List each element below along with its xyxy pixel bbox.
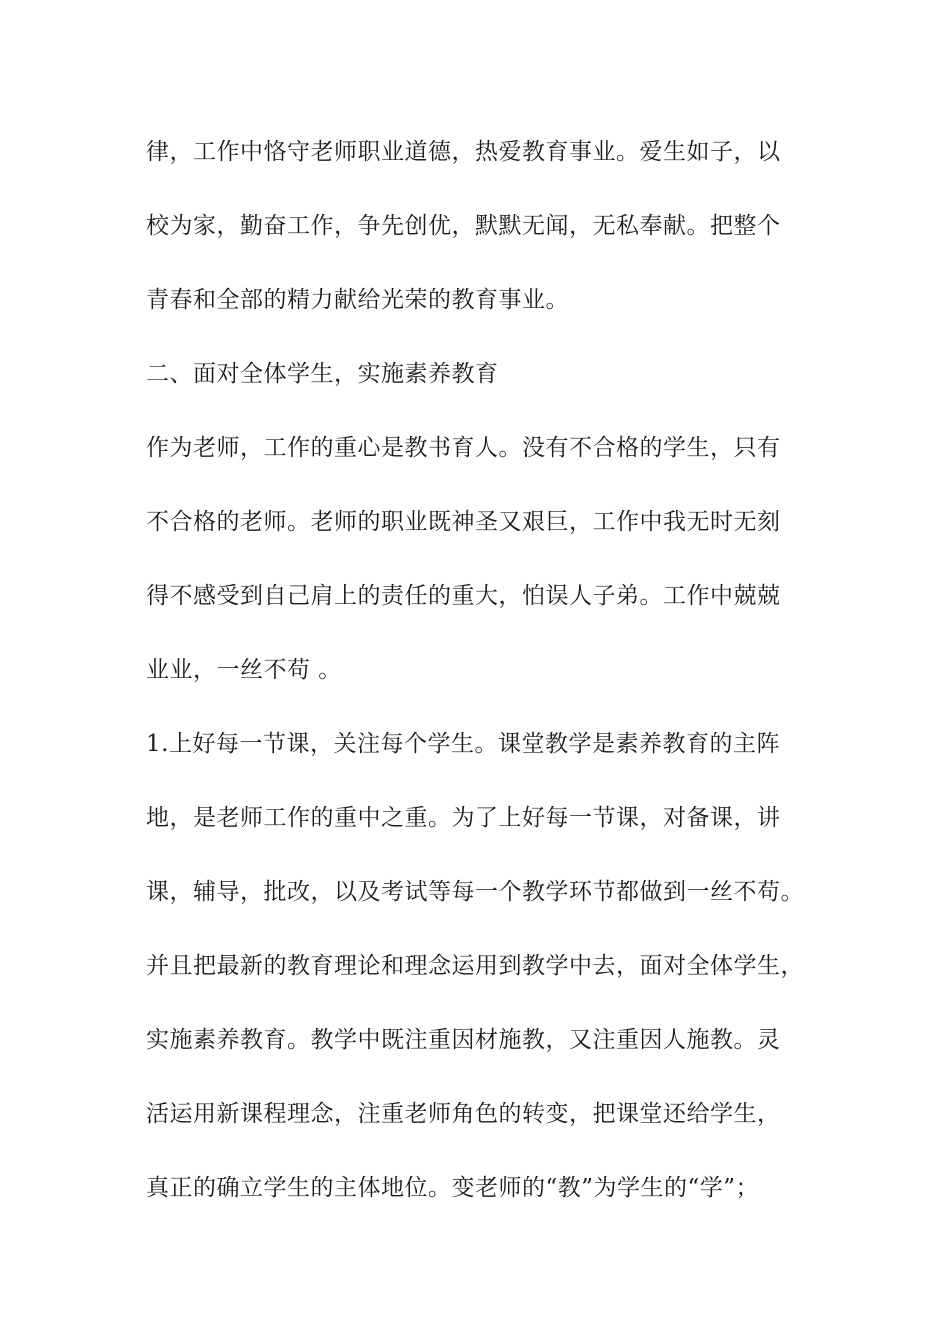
text-line-5: 作为老师，工作的重心是教书育人。没有不合格的学生，只有 [146,435,781,461]
text-line-2: 校为家，勤奋工作，争先创优，默默无闻，无私奉献。把整个 [146,213,781,239]
text-line-6: 不合格的老师。老师的职业既神圣又艰巨，工作中我无时无刻 [146,509,781,535]
text-line-13: 实施素养教育。教学中既注重因材施教，又注重因人施教。灵 [146,1027,781,1053]
text-line-1: 律，工作中恪守老师职业道德，热爱教育事业。爱生如子，以 [146,139,781,165]
text-line-10: 地，是老师工作的重中之重。为了上好每一节课，对备课，讲 [146,805,781,831]
text-line-12: 并且把最新的教育理论和理念运用到教学中去，面对全体学生， [146,953,804,979]
text-line-14: 活运用新课程理念，注重老师角色的转变，把课堂还给学生， [146,1101,781,1127]
text-line-3: 青春和全部的精力献给光荣的教育事业。 [146,287,569,313]
text-line-11: 课，辅导，批改，以及考试等每一个教学环节都做到一丝不苟。 [146,879,804,905]
text-line-7: 得不感受到自己肩上的责任的重大，怕误人子弟。工作中兢兢 [146,583,781,609]
section-heading: 二、面对全体学生，实施素养教育 [146,361,499,387]
text-line-8: 业业，一丝不苟 。 [146,657,342,683]
text-line-15: 真正的确立学生的主体地位。变老师的“教”为学生的“学”； [146,1175,760,1201]
text-line-9: 1.上好每一节课，关注每个学生。课堂教学是素养教育的主阵 [146,731,780,757]
